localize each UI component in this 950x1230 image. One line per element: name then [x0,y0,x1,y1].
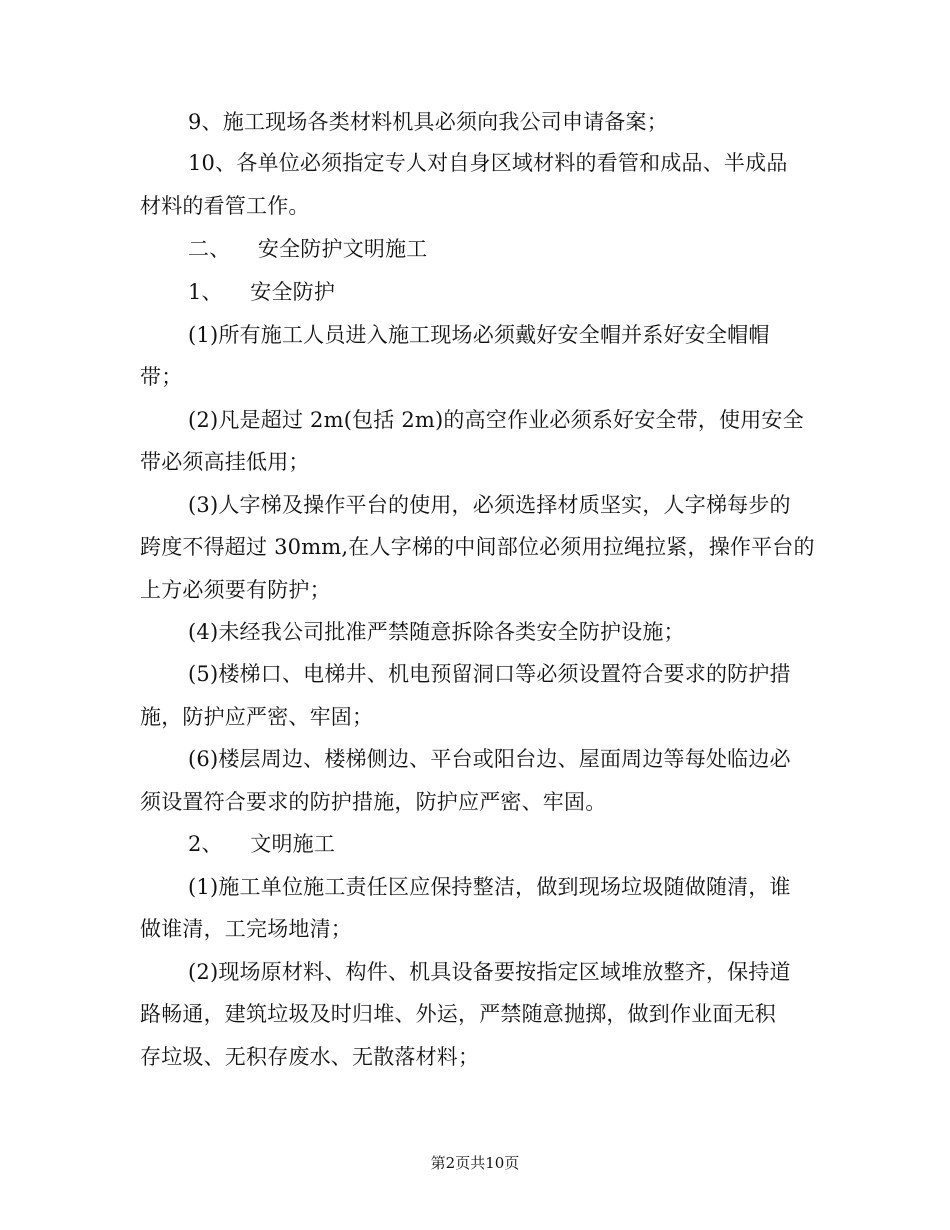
safety-item-6-line-1: (6)楼层周边、楼梯侧边、平台或阳台边、屋面周边等每处临边必 [188,747,791,771]
safety-item-2-line-1: (2)凡是超过 2m(包括 2m)的高空作业必须系好安全带，使用安全 [188,408,804,432]
safety-item-5-line-2: 施，防护应严密、牢固； [140,705,374,729]
item-10-line-2: 材料的看管工作。 [140,194,310,218]
safety-item-3-line-1: (3)人字梯及操作平台的使用，必须选择材质坚实，人字梯每步的 [188,493,791,517]
item-9: 9、施工现场各类材料机具必须向我公司申请备案； [188,110,668,134]
safety-item-3-line-2: 跨度不得超过 30mm,在人字梯的中间部位必须用拉绳拉紧，操作平台的 [140,535,815,559]
civil-item-1-line-1: (1)施工单位施工责任区应保持整洁，做到现场垃圾随做随清，谁 [188,875,791,899]
safety-item-4: (4)未经我公司批准严禁随意拆除各类安全防护设施； [188,620,685,644]
civil-item-2-line-2: 路畅通，建筑垃圾及时归堆、外运，严禁随意抛掷，做到作业面无积 [140,1002,776,1026]
safety-item-1-line-1: (1)所有施工人员进入施工现场必须戴好安全帽并系好安全帽帽 [188,323,770,347]
page-number-footer: 第2页共10页 [430,1154,520,1172]
safety-item-3-line-3: 上方必须要有防护； [140,578,331,602]
safety-item-2-line-2: 带必须高挂低用； [140,450,310,474]
safety-item-1-line-2: 带； [140,365,183,389]
subsection-heading-2: 2、 文明施工 [188,832,336,856]
civil-item-2-line-1: (2)现场原材料、构件、机具设备要按指定区域堆放整齐，保持道 [188,960,791,984]
civil-item-1-line-2: 做谁清，工完场地清； [140,917,352,941]
section-heading-2: 二、 安全防护文明施工 [188,237,428,261]
safety-item-5-line-1: (5)楼梯口、电梯井、机电预留洞口等必须设置符合要求的防护措 [188,662,791,686]
item-10-line-1: 10、各单位必须指定专人对自身区域材料的看管和成品、半成品 [188,151,788,175]
subsection-heading-1: 1、 安全防护 [188,280,336,304]
civil-item-2-line-3: 存垃圾、无积存废水、无散落材料； [140,1045,480,1069]
safety-item-6-line-2: 须设置符合要求的防护措施，防护应严密、牢固。 [140,790,607,814]
